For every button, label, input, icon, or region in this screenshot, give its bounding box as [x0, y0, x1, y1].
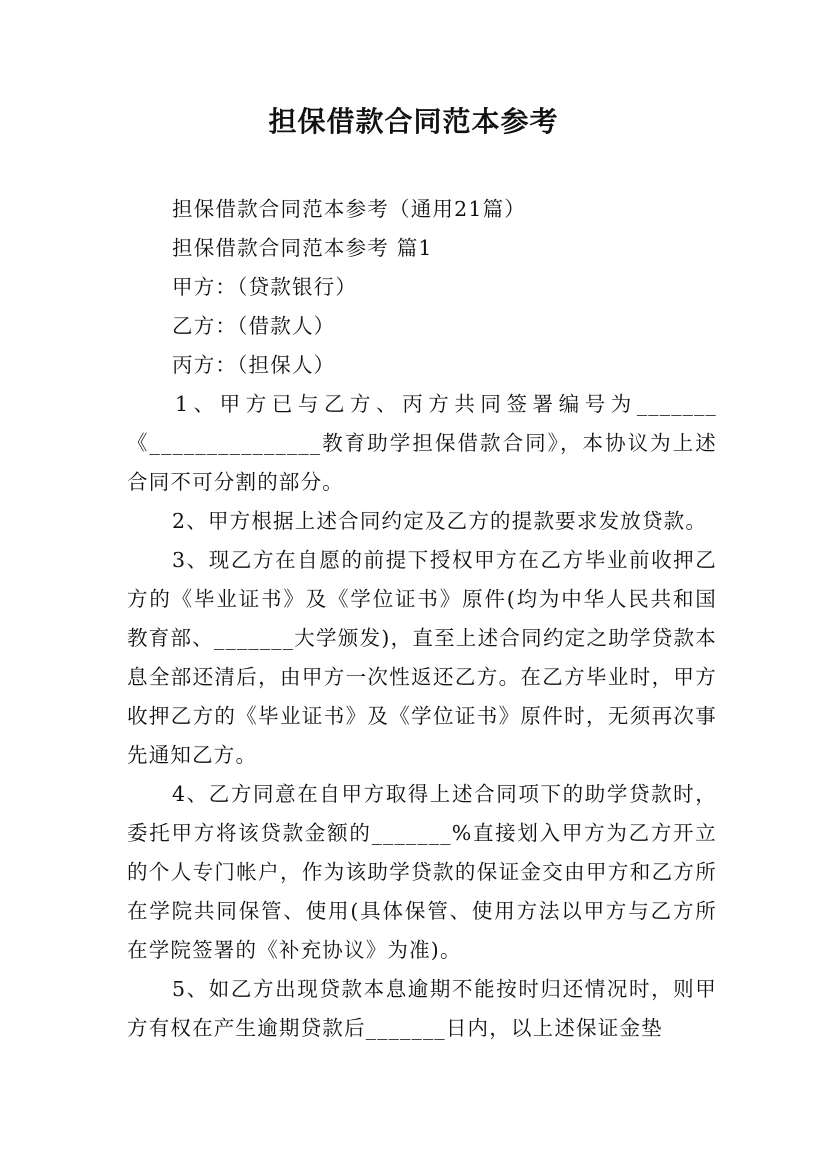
paragraph-clause-4: 4、乙方同意在自甲方取得上述合同项下的助学贷款时，委托甲方将该贷款金额的_______%直接划入甲方为乙方开立的个人专门帐户，作为该助学贷款的保证金交由甲方和乙方所在学院共同保管、使用(具体保管、使用方法以甲方与乙方所在学院签署的《补充协议》为准)。	[127, 782, 717, 962]
paragraph-clause-1: 1、甲方已与乙方、丙方共同签署编号为_______《_______________教育助学担保借款合同》，本协议为上述合同不可分割的部分。	[127, 392, 717, 494]
paragraph-clause-2: 2、甲方根据上述合同约定及乙方的提款要求发放贷款。	[172, 509, 708, 533]
document-body	[127, 190, 717, 1048]
paragraph-party-a: 甲方：（贷款银行）	[172, 275, 358, 299]
paragraph-clause-5: 5、如乙方出现贷款本息逾期不能按时归还情况时，则甲方有权在产生逾期贷款后_______日内，以上述保证金垫	[127, 977, 717, 1040]
document-title: 担保借款合同范本参考	[268, 105, 559, 138]
paragraph-subtitle: 担保借款合同范本参考（通用21篇）	[172, 197, 526, 221]
paragraph-party-c: 丙方：（担保人）	[172, 353, 336, 377]
paragraph-party-b: 乙方：（借款人）	[172, 314, 336, 338]
paragraph-section-heading: 担保借款合同范本参考 篇1	[172, 236, 433, 260]
paragraph-clause-3: 3、现乙方在自愿的前提下授权甲方在乙方毕业前收押乙方的《毕业证书》及《学位证书》原件(均为中华人民共和国教育部、_______大学颁发)，直至上述合同约定之助学贷款本息全部还清后，由甲方一次性返还乙方。在乙方毕业时，甲方收押乙方的《毕业证书》及《学位证书》原件时，无须再次事先通知乙方。	[127, 548, 717, 767]
